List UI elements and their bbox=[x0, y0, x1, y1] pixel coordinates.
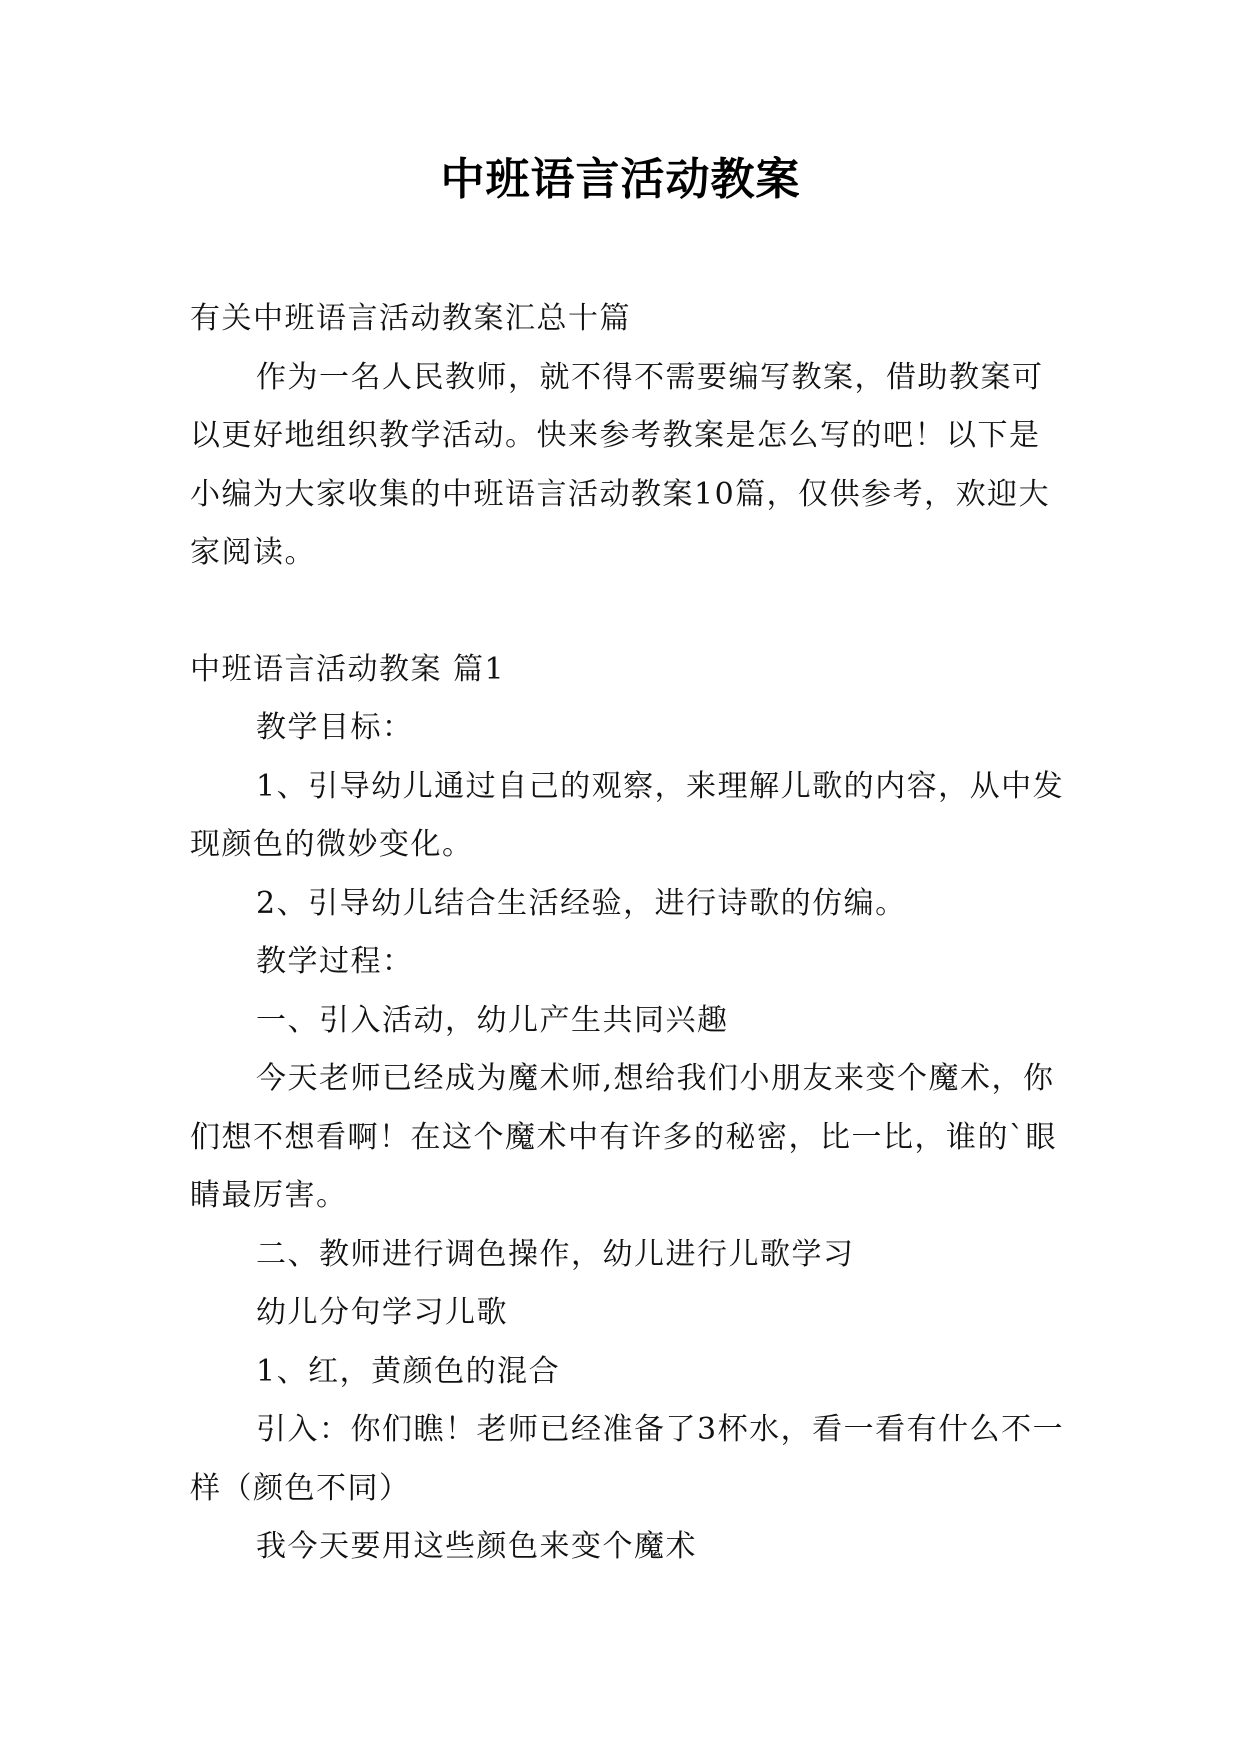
document-title: 中班语言活动教案 bbox=[440, 154, 801, 205]
intro-paragraph: 作为一名人民教师，就不得不需要编写教案，借助教案可以更好地组织教学活动。快来参考教案是怎么写的吧！以下是小编为大家收集的中班语言活动教案10篇，仅供参考，欢迎大家阅读。 bbox=[190, 359, 1051, 570]
paragraph-teaching-goals: 教学目标： bbox=[256, 710, 414, 745]
section-heading: 中班语言活动教案 篇1 bbox=[190, 651, 506, 687]
document-body bbox=[190, 290, 1070, 1577]
paragraph-step-2: 二、教师进行调色操作，幼儿进行儿歌学习 bbox=[256, 1236, 855, 1272]
paragraph-step-1: 一、引入活动，幼儿产生共同兴趣 bbox=[256, 1002, 729, 1038]
paragraph-introduction: 引入：你们瞧！老师已经准备了3杯水，看一看有什么不一样（颜色不同） bbox=[190, 1412, 1065, 1506]
paragraph-color-mix: 1、红，黄颜色的混合 bbox=[256, 1353, 561, 1389]
paragraph-goal-1: 1、引导幼儿通过自己的观察，来理解儿歌的内容，从中发现颜色的微妙变化。 bbox=[190, 768, 1065, 862]
paragraph-sentence-learning: 幼儿分句学习儿歌 bbox=[256, 1295, 508, 1330]
document-subtitle: 有关中班语言活动教案汇总十篇 bbox=[190, 301, 631, 336]
paragraph-magic-today: 我今天要用这些颜色来变个魔术 bbox=[256, 1529, 697, 1564]
paragraph-goal-2: 2、引导幼儿结合生活经验，进行诗歌的仿编。 bbox=[256, 885, 907, 921]
paragraph-teaching-process: 教学过程： bbox=[256, 944, 414, 979]
paragraph-magic-intro: 今天老师已经成为魔术师,想给我们小朋友来变个魔术，你们想不想看啊！在这个魔术中有许多的秘密，比一比，谁的`眼睛最厉害。 bbox=[190, 1061, 1057, 1213]
